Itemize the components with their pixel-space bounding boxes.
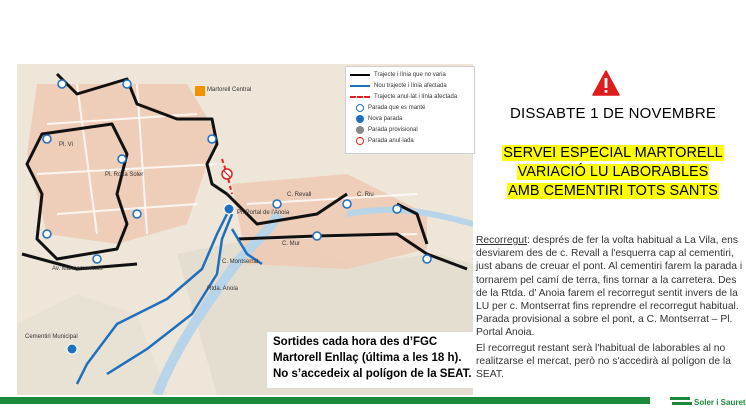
legend-item xyxy=(350,81,447,91)
legend-line-red-dashed xyxy=(350,96,370,98)
headline-line-2: VARIACIÓ LU LABORABLES xyxy=(517,164,709,180)
label-av-mancomunitats: Av. Mancomunitats xyxy=(52,266,103,272)
route-text: : després de fer la volta habitual a La Vila, ens desviarem des de c. Revall a l'esquerra cap al cementiri, just abans de creuar el pont. Al cementiri farem la parada i tornarem pel camí de terra, fins tornar a la carretera. Des de la Rtda. d' Anoia farem el recorregut sentit invers de la LU per c. Montserrat fins reprendre el recorregut habitual. Parada provisional a sobre el pont, a C. Montserrat – Pl. Portal Anoia. xyxy=(476,235,743,339)
label-c-mur: C. Mur xyxy=(282,241,300,247)
label-c-montserrat: C. Montserrat xyxy=(222,259,259,265)
provisional-stop-icon xyxy=(356,126,364,134)
label-c-revall: C. Revall xyxy=(287,192,312,198)
label-pl-portal: Pl. Portal de l'Anoia xyxy=(237,210,290,216)
legend-item xyxy=(350,70,446,80)
notice-date: DISSABTE 1 DE NOVEMBRE xyxy=(509,105,717,122)
label-c-riu: C. Riu xyxy=(357,192,374,198)
legend-label: Parada anul·lada xyxy=(368,138,414,144)
legend-label: Parada que es manté xyxy=(368,105,426,111)
warning-icon xyxy=(592,70,620,96)
brand-logo xyxy=(670,392,746,416)
legend-item xyxy=(356,136,414,146)
label-cementiri: Cementiri Municipal xyxy=(25,334,78,340)
legend-item xyxy=(356,114,402,124)
headline-line-3: AMB CEMENTIRI TOTS SANTS xyxy=(508,183,718,199)
legend-label: Trajecte i línia que no varia xyxy=(374,72,446,78)
map-note: Sortides cada hora des d’FGC Martorell Enllaç (última a les 18 h). No s’accedeix al polígon de la SEAT. xyxy=(273,336,472,380)
logo-text: Soler i Sauret xyxy=(694,398,746,407)
legend-line-blue xyxy=(350,85,370,87)
legend-label: Trajecte anul·lat i línia afectada xyxy=(374,94,458,100)
label-pl-roca-soler: Pl. Roca Soler xyxy=(105,172,144,178)
route-paragraph xyxy=(476,234,744,340)
fgc-station-icon xyxy=(195,86,205,96)
route-label: Recorregut xyxy=(476,235,527,246)
notice-headline xyxy=(484,144,742,201)
map-legend xyxy=(345,66,475,154)
new-stop-icon xyxy=(356,115,364,123)
legend-item xyxy=(356,125,418,135)
label-martorell-central: Martorell Central xyxy=(207,87,252,93)
cancelled-stop-icon xyxy=(356,137,364,145)
legend-label: Parada provisional xyxy=(368,127,418,133)
map-note-box xyxy=(267,332,473,388)
headline-line-1: SERVEI ESPECIAL MARTORELL xyxy=(503,145,723,161)
legend-line-black xyxy=(350,74,370,76)
legend-item xyxy=(356,103,425,113)
stop-icon xyxy=(356,104,364,112)
logo-mark-icon xyxy=(670,394,692,410)
legend-item xyxy=(350,92,457,102)
legend-label: Nou trajecte i línia afectada xyxy=(374,83,447,89)
footer-stripe xyxy=(0,397,650,404)
notice-body xyxy=(476,234,744,383)
rest-paragraph: El recorregut restant serà l'habitual de laborables al no realitzarse el mercat, però no s'accedirà al polígon de la SEAT. xyxy=(476,342,731,381)
legend-label: Nova parada xyxy=(368,116,403,122)
label-rtda-anoia: Rtda. Anoia xyxy=(207,286,239,292)
label-pl-vi: Pl. Vi xyxy=(59,142,73,148)
